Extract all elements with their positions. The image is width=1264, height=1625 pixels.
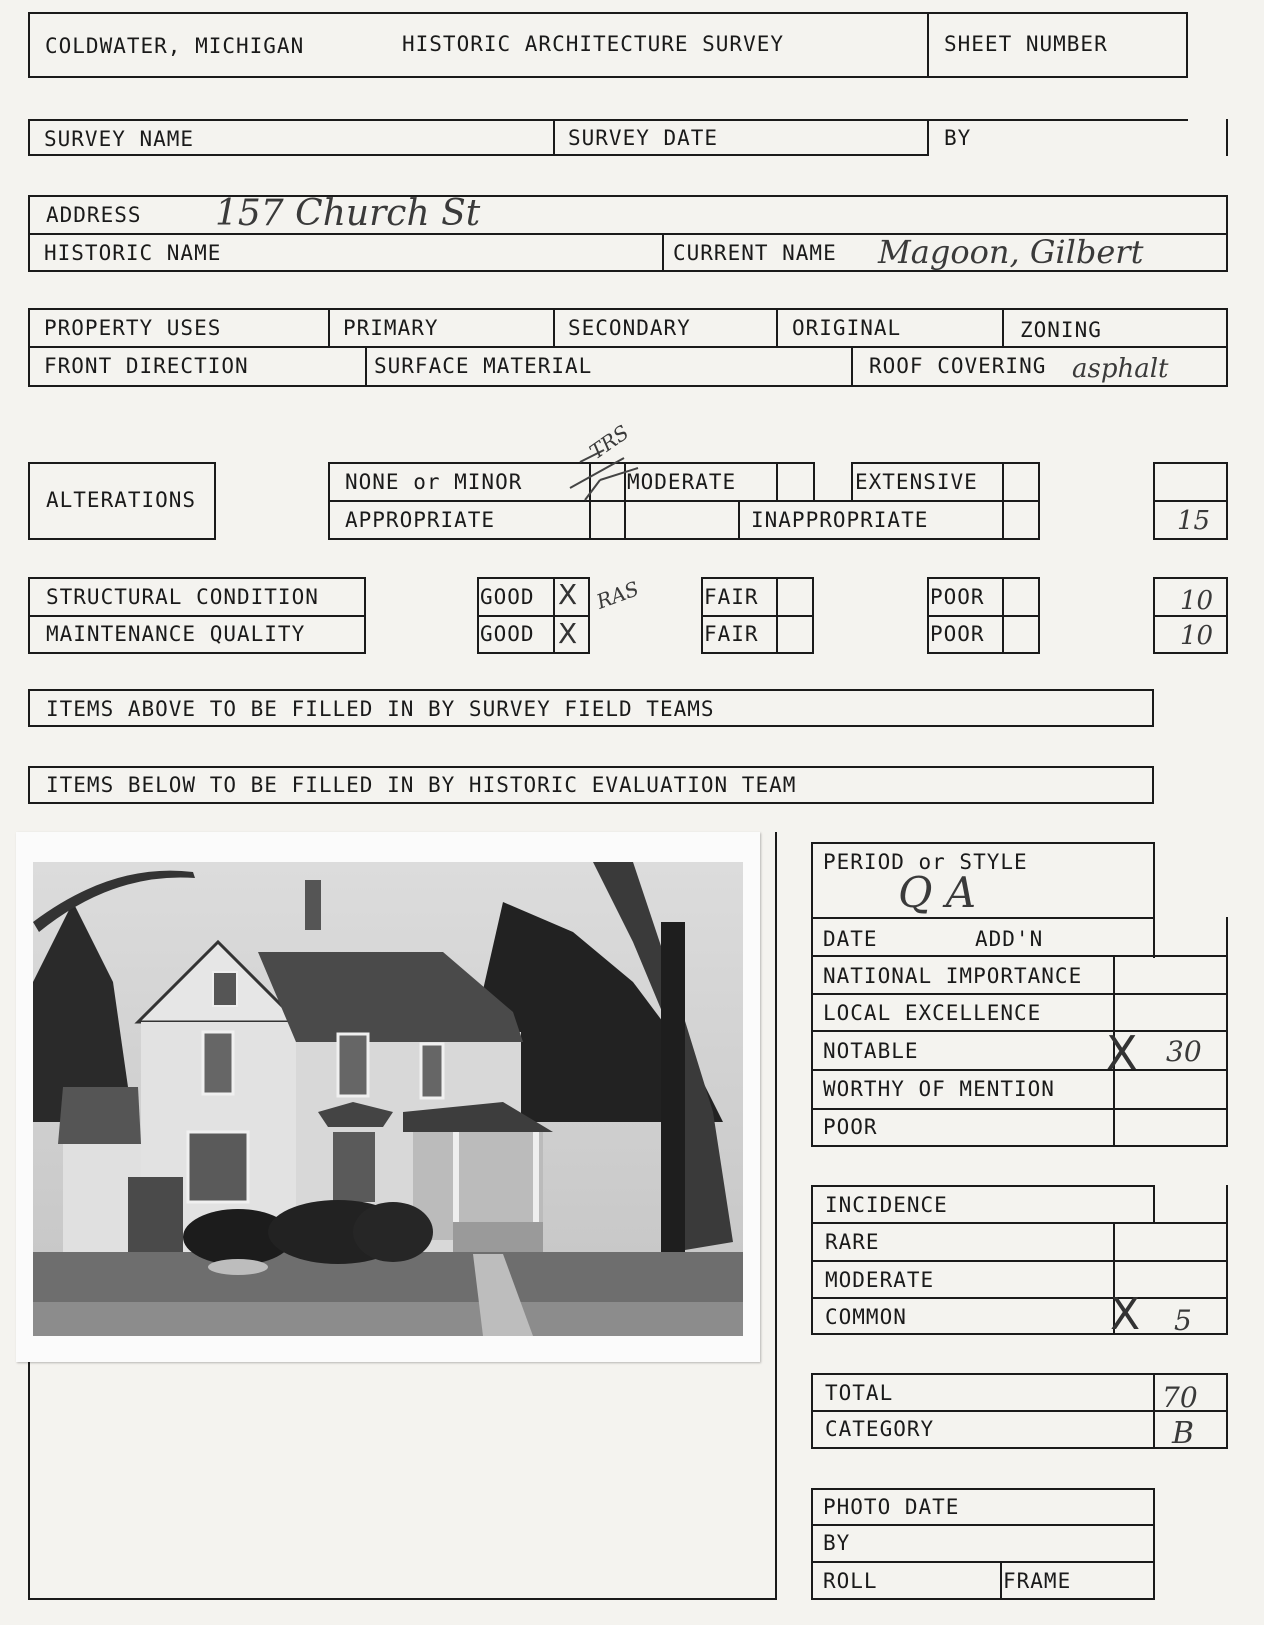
common-mark: X <box>1110 1289 1141 1340</box>
survey-date-label: SURVEY DATE <box>568 126 719 150</box>
appropriate-label: APPROPRIATE <box>345 508 496 532</box>
sheet-number-label: SHEET NUMBER <box>944 32 1108 56</box>
alterations-score: 15 <box>1177 506 1211 536</box>
moderate-label: MODERATE <box>627 470 737 494</box>
maintenance-quality-label: MAINTENANCE QUALITY <box>46 622 306 646</box>
national-importance-label: NATIONAL IMPORTANCE <box>823 964 1083 988</box>
alteration-initials: TRS <box>584 420 634 464</box>
worthy-of-mention-label: WORTHY OF MENTION <box>823 1077 1055 1101</box>
photo-date-label: PHOTO DATE <box>823 1495 960 1519</box>
total-value: 70 <box>1162 1381 1198 1414</box>
inappropriate-label: INAPPROPRIATE <box>751 508 929 532</box>
address-label: ADDRESS <box>46 203 142 227</box>
house-photo <box>16 832 760 1362</box>
survey-name-label: SURVEY NAME <box>44 127 195 151</box>
notable-score: 30 <box>1166 1035 1202 1068</box>
survey-by-label: BY <box>944 126 972 150</box>
common-score: 5 <box>1174 1304 1192 1337</box>
secondary-label: SECONDARY <box>568 316 691 340</box>
roll-label: ROLL <box>823 1569 878 1593</box>
poor-label-structural: POOR <box>930 585 985 609</box>
primary-label: PRIMARY <box>343 316 439 340</box>
common-label: COMMON <box>825 1305 907 1329</box>
rare-label: RARE <box>825 1230 880 1254</box>
roof-covering-value: asphalt <box>1072 354 1169 384</box>
local-excellence-label: LOCAL EXCELLENCE <box>823 1001 1042 1025</box>
eval-poor-label: POOR <box>823 1115 878 1139</box>
period-style-label: PERIOD or STYLE <box>823 850 1028 874</box>
current-name-label: CURRENT NAME <box>673 241 837 265</box>
address-value: 157 Church St <box>215 193 481 234</box>
incidence-moderate-label: MODERATE <box>825 1268 935 1292</box>
zoning-label: ZONING <box>1020 318 1102 342</box>
good-label-structural: GOOD <box>480 585 535 609</box>
structural-score: 10 <box>1180 586 1214 616</box>
good-maintenance-mark: X <box>558 617 578 650</box>
maintenance-score: 10 <box>1180 621 1214 651</box>
form-title: HISTORIC ARCHITECTURE SURVEY <box>402 32 785 56</box>
condition-initials: RAS <box>593 576 643 614</box>
photo-by-label: BY <box>823 1531 851 1555</box>
alterations-label: ALTERATIONS <box>46 488 197 512</box>
addn-label: ADD'N <box>975 927 1044 951</box>
property-uses-label: PROPERTY USES <box>44 316 222 340</box>
original-label: ORIGINAL <box>792 316 902 340</box>
frame-label: FRAME <box>1003 1569 1072 1593</box>
structural-condition-label: STRUCTURAL CONDITION <box>46 585 319 609</box>
notable-label: NOTABLE <box>823 1039 919 1063</box>
good-label-maintenance: GOOD <box>480 622 535 646</box>
city-label: COLDWATER, MICHIGAN <box>45 34 305 58</box>
period-style-value: Q A <box>898 868 977 917</box>
incidence-label: INCIDENCE <box>825 1193 948 1217</box>
current-name-value: Magoon, Gilbert <box>878 233 1144 271</box>
extensive-label: EXTENSIVE <box>855 470 978 494</box>
total-label: TOTAL <box>825 1381 894 1405</box>
category-label: CATEGORY <box>825 1417 935 1441</box>
fair-label-structural: FAIR <box>704 585 759 609</box>
roof-covering-label: ROOF COVERING <box>869 354 1047 378</box>
historic-name-label: HISTORIC NAME <box>44 241 222 265</box>
note-above: ITEMS ABOVE TO BE FILLED IN BY SURVEY FIELD TEAMS <box>46 697 715 721</box>
none-minor-label: NONE or MINOR <box>345 470 523 494</box>
fair-label-maintenance: FAIR <box>704 622 759 646</box>
front-direction-label: FRONT DIRECTION <box>44 354 249 378</box>
note-below: ITEMS BELOW TO BE FILLED IN BY HISTORIC EVALUATION TEAM <box>46 773 797 797</box>
evaluation-box <box>811 917 1228 1147</box>
date-label: DATE <box>823 927 878 951</box>
poor-label-maintenance: POOR <box>930 622 985 646</box>
surface-material-label: SURFACE MATERIAL <box>374 354 593 378</box>
notable-mark: X <box>1106 1026 1138 1080</box>
good-structural-mark: X <box>558 578 578 611</box>
category-value: B <box>1172 1416 1195 1451</box>
